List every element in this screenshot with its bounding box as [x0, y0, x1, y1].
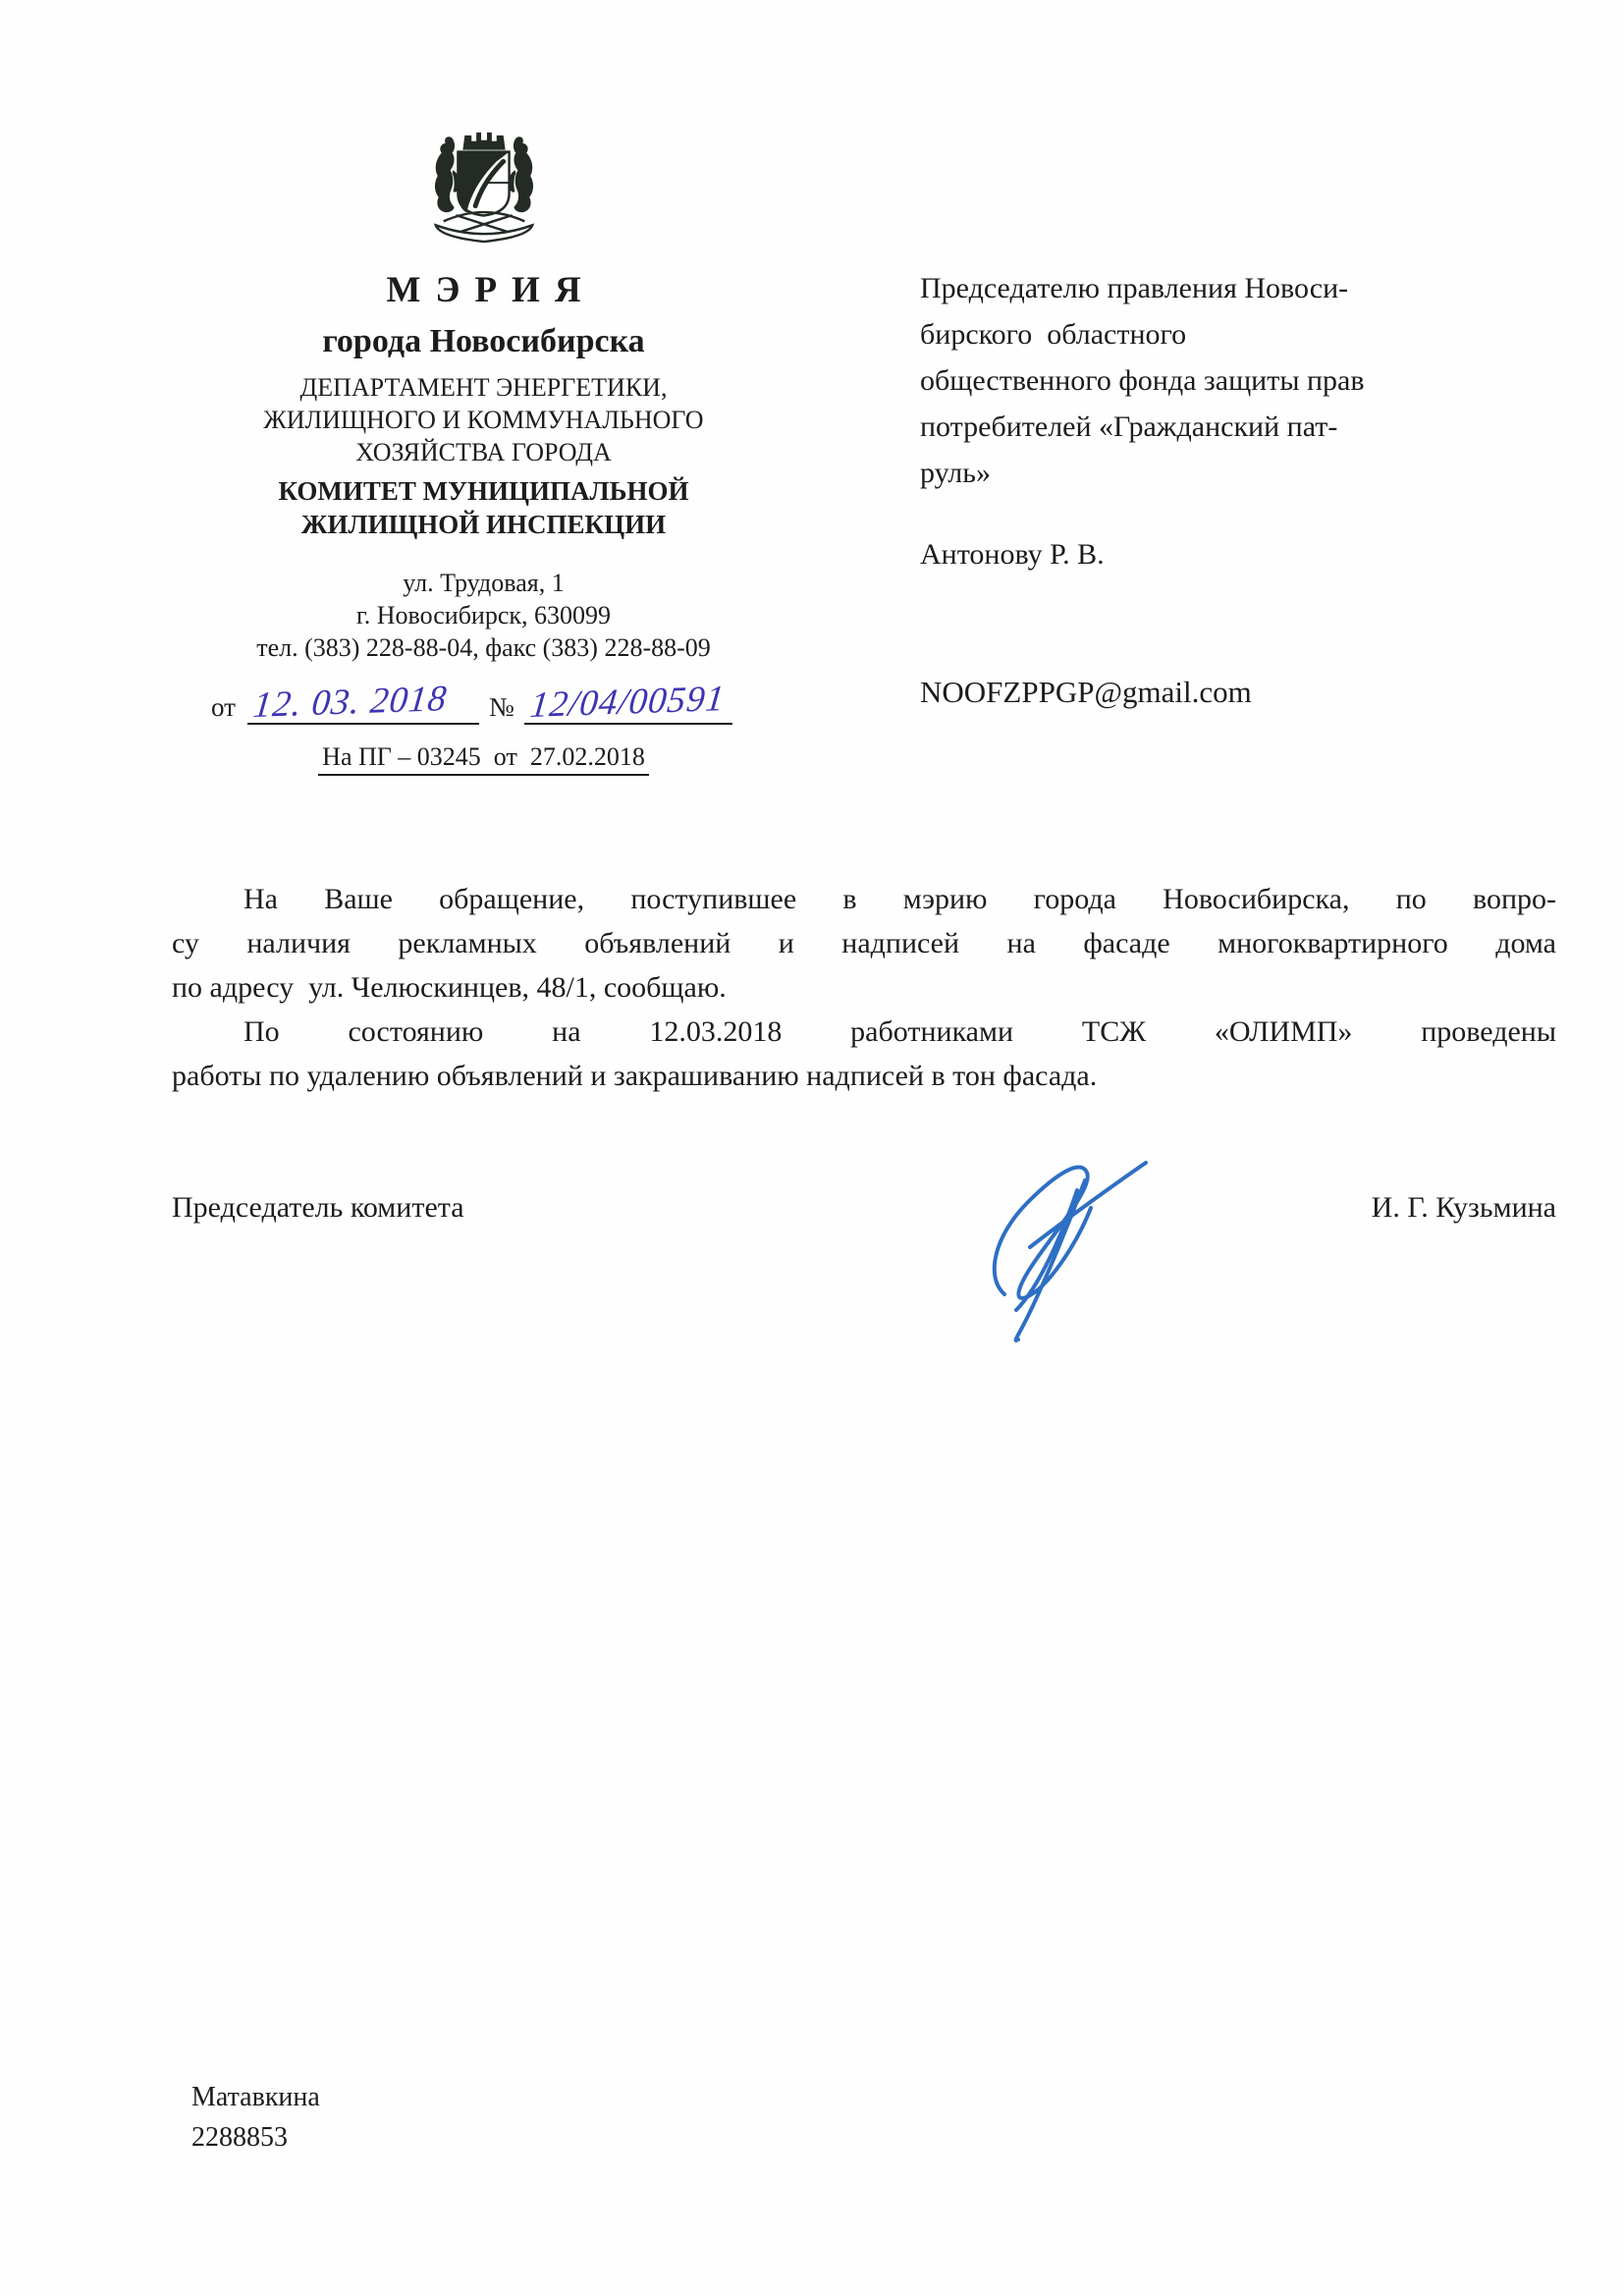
street-address: ул. Трудовая, 1	[403, 569, 565, 598]
org-contact-info	[211, 567, 756, 664]
body-paragraph1-line: по адресу ул. Челюскинцев, 48/1, сообщаю.	[172, 971, 727, 1004]
body-paragraph1-line: На Ваше обращение, поступившее в мэрию города Новосибирска, по вопро-	[244, 883, 1556, 915]
executor-block	[191, 2077, 320, 2158]
in-reply-to-line: На ПГ – 03245 от 27.02.2018	[318, 742, 649, 776]
handwritten-signature	[967, 1129, 1164, 1345]
committee-line: ЖИЛИЩНОЙ ИНСПЕКЦИИ	[300, 510, 667, 540]
letterhead	[211, 128, 756, 776]
body-paragraph2-line: работы по удалению объявлений и закрашиванию надписей в тон фасада.	[172, 1060, 1098, 1092]
handwritten-date: 12. 03. 2018	[251, 679, 450, 727]
signature-row	[172, 1188, 1556, 1228]
org-department	[211, 371, 756, 468]
org-name-city: города Новосибирска	[322, 322, 645, 359]
addressee-email: NOOFZPPGP@gmail.com	[920, 675, 1252, 709]
org-name-main: МЭРИЯ	[386, 270, 596, 310]
reference-number-row	[211, 678, 756, 725]
department-line: ДЕПАРТАМЕНТ ЭНЕРГЕТИКИ,	[299, 373, 668, 403]
city-coat-of-arms-icon	[427, 128, 541, 246]
addressee-line: общественного фонда защиты прав	[920, 364, 1365, 397]
addressee-line: бирского областного	[920, 318, 1187, 351]
letter-body	[172, 877, 1556, 1098]
addressee-block	[920, 265, 1529, 712]
body-paragraph2-line: По состоянию на 12.03.2018 работниками ТСЖ «ОЛИМП» проведены	[244, 1015, 1556, 1048]
signer-position-title: Председатель комитета	[172, 1191, 464, 1224]
city-postcode: г. Новосибирск, 630099	[355, 601, 612, 630]
addressee-name: Антонову Р. В.	[920, 538, 1105, 571]
handwritten-number: 12/04/00591	[527, 678, 728, 727]
department-line: ХОЗЯЙСТВА ГОРОДА	[355, 438, 612, 467]
number-label: №	[488, 692, 514, 723]
body-paragraph1-line: су наличия рекламных объявлений и надписей на фасаде многоквартирного дома	[172, 927, 1556, 959]
addressee-line: руль»	[920, 457, 991, 489]
executor-name: Матавкина	[191, 2082, 320, 2112]
date-underline	[247, 676, 479, 725]
executor-phone: 2288853	[191, 2122, 288, 2153]
phone-fax: тел. (383) 228-88-04, факс (383) 228-88-09	[256, 633, 711, 663]
date-from-label: от	[211, 692, 236, 723]
addressee-line: Председателю правления Новоси-	[920, 272, 1349, 304]
department-line: ЖИЛИЩНОГО И КОММУНАЛЬНОГО	[263, 406, 704, 435]
committee-line: КОМИТЕТ МУНИЦИПАЛЬНОЙ	[278, 476, 689, 507]
number-underline	[524, 676, 732, 725]
addressee-line: потребителей «Гражданский пат-	[920, 410, 1338, 443]
org-committee	[211, 474, 756, 541]
signer-name: И. Г. Кузьмина	[1371, 1191, 1556, 1224]
